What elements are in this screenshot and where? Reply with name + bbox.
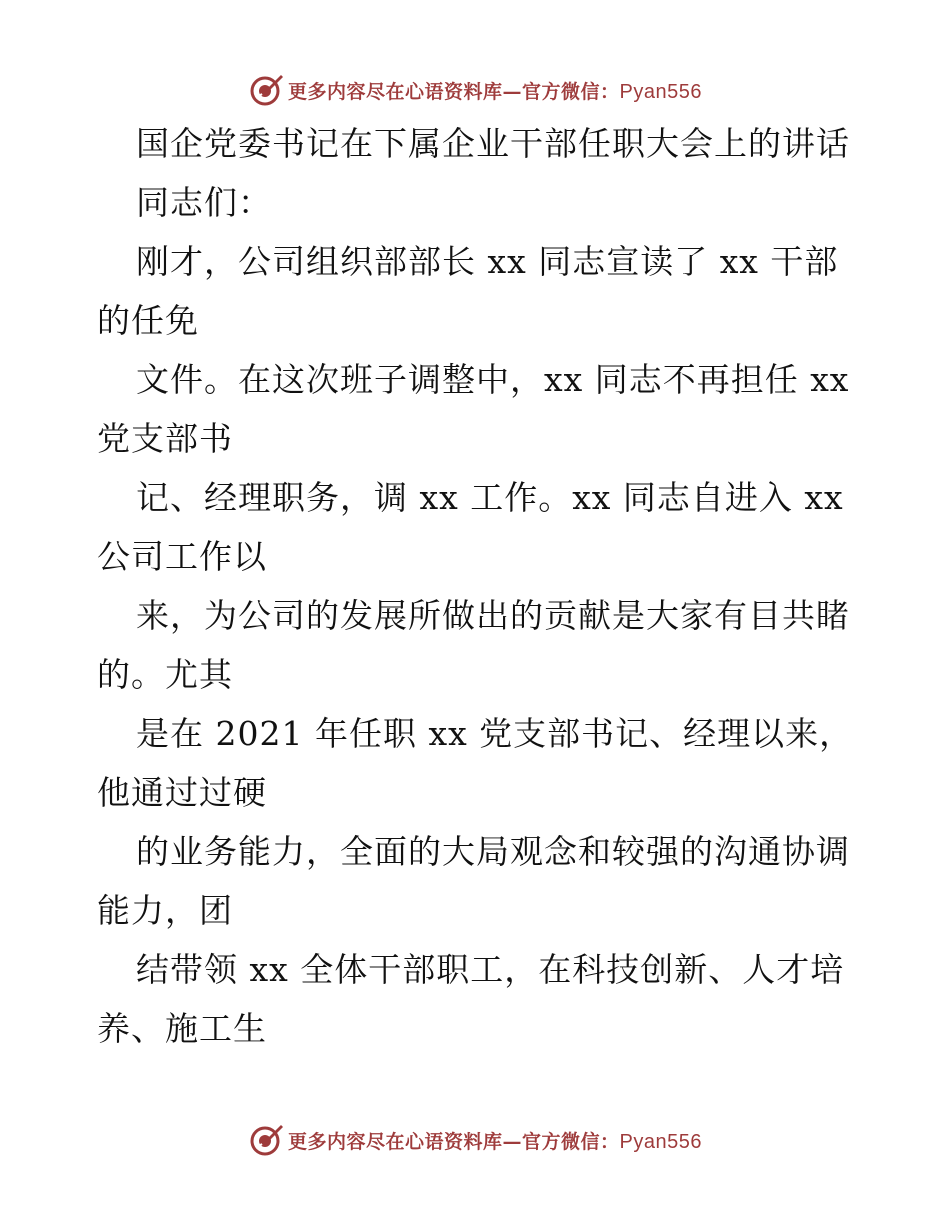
document-line: 结带领 xx 全体干部职工，在科技创新、人才培 (136, 950, 845, 989)
watermark-text: 更多内容尽在心语资料库—官方微信： (288, 1130, 620, 1153)
watermark-footer (0, 1120, 950, 1160)
document-line: 党支部书 (97, 419, 233, 458)
document-line: 的。尤其 (97, 655, 233, 694)
document-line: 能力，团 (97, 891, 233, 930)
document-line: 是在 2021 年任职 xx 党支部书记、经理以来， (136, 714, 854, 753)
document-line: 的任免 (97, 301, 199, 340)
document-line: 养、施工生 (97, 1009, 267, 1048)
document-line: 刚才，公司组织部部长 xx 同志宣读了 xx 干部 (136, 242, 839, 281)
document-line: 文件。在这次班子调整中，xx 同志不再担任 xx (136, 360, 850, 399)
document-line: 同志们： (136, 183, 272, 222)
document-line: 他通过过硬 (97, 773, 267, 812)
document-line: 来，为公司的发展所做出的贡献是大家有目共睹 (136, 596, 850, 635)
pen-logo-icon (248, 72, 284, 108)
document-title: 国企党委书记在下属企业干部任职大会上的讲话 (136, 124, 850, 163)
watermark-handle: Pyan556 (619, 1130, 702, 1153)
document-line: 记、经理职务，调 xx 工作。xx 同志自进入 xx (136, 478, 844, 517)
watermark-text: 更多内容尽在心语资料库—官方微信： (288, 80, 620, 103)
document-line: 公司工作以 (97, 537, 267, 576)
watermark-header (0, 70, 950, 110)
pen-logo-icon (248, 1122, 284, 1158)
document-line: 的业务能力，全面的大局观念和较强的沟通协调 (136, 832, 850, 871)
watermark-handle: Pyan556 (619, 80, 702, 103)
